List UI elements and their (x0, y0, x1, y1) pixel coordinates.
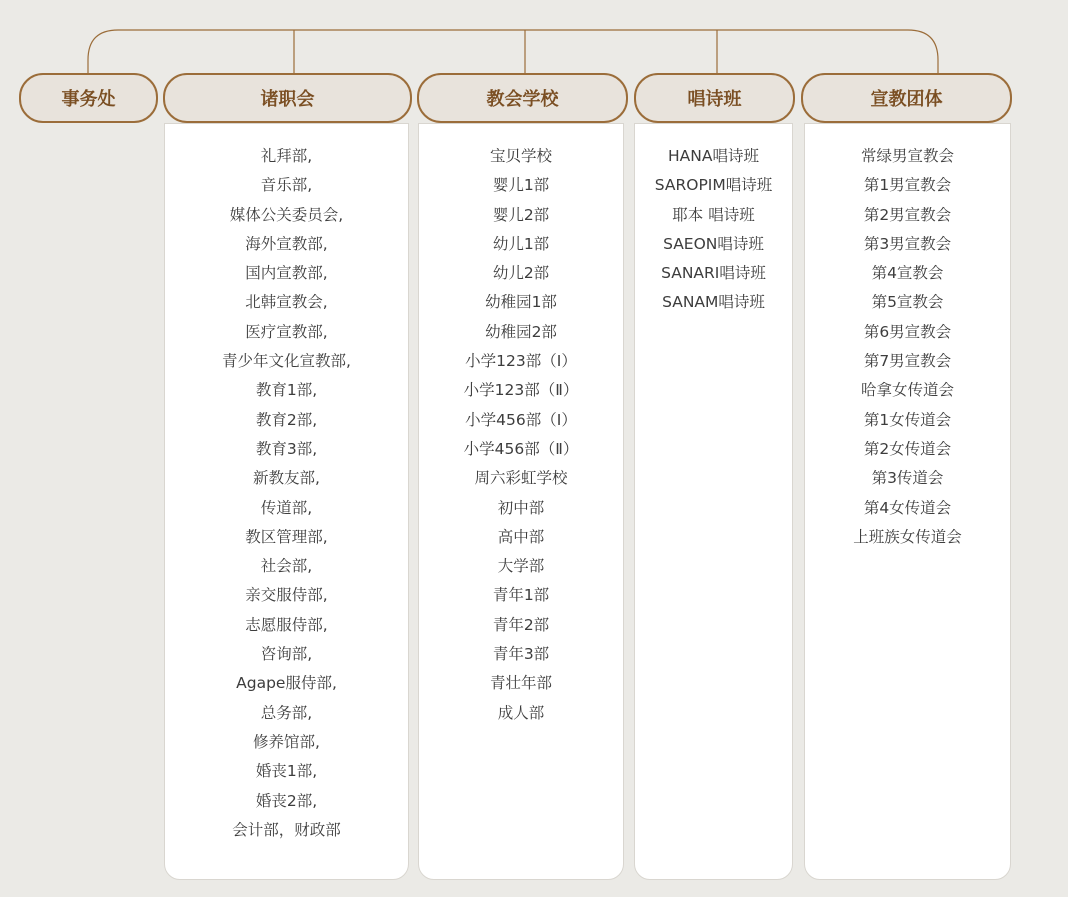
dept-item[interactable]: 青壮年部 (489, 674, 552, 693)
dept-item[interactable]: 亲交服侍部, (245, 586, 328, 605)
dept-item[interactable]: 第6男宣教会 (863, 322, 952, 341)
dept-header-church-school[interactable] (417, 73, 628, 123)
dept-panel-committees (164, 123, 409, 880)
dept-item[interactable]: 上班族女传道会 (853, 527, 962, 546)
dept-item[interactable]: 高中部 (497, 527, 545, 546)
dept-item[interactable]: 第3男宣教会 (863, 234, 952, 253)
dept-item[interactable]: 第4宣教会 (871, 264, 944, 283)
dept-item[interactable]: 第2男宣教会 (863, 205, 952, 224)
dept-item[interactable]: 第1男宣教会 (863, 176, 952, 195)
dept-item[interactable]: 幼儿2部 (492, 264, 550, 283)
dept-panel-choir (634, 123, 793, 880)
dept-panel-mission (804, 123, 1011, 880)
dept-item[interactable]: 礼拜部, (260, 147, 313, 165)
item-list-choir (635, 142, 792, 318)
dept-item[interactable]: 新教友部, (253, 469, 320, 488)
dept-item[interactable]: 会计部，财政部 (232, 820, 341, 839)
dept-item[interactable]: 耶本 唱诗班 (672, 205, 755, 224)
item-list-church-school (419, 142, 623, 728)
dept-item[interactable]: 海外宣教部, (245, 234, 328, 253)
dept-item[interactable]: 第5宣教会 (871, 293, 944, 312)
dept-header-choir[interactable] (634, 73, 795, 123)
dept-item[interactable]: 常绿男宣教会 (860, 147, 954, 165)
dept-header-mission[interactable] (801, 73, 1012, 123)
dept-item[interactable]: HANA唱诗班 (668, 147, 759, 165)
dept-item[interactable]: SAROPIM唱诗班 (654, 176, 773, 195)
dept-item[interactable]: 婚丧1部, (255, 762, 318, 781)
dept-item[interactable]: 大学部 (497, 557, 545, 576)
dept-item[interactable]: 小学123部（Ⅰ） (465, 352, 577, 371)
item-list-mission (805, 142, 1010, 552)
dept-item[interactable]: 教区管理部, (245, 527, 328, 546)
dept-item[interactable]: 第3传道会 (871, 469, 944, 488)
dept-title-office: 事务处 (61, 89, 116, 110)
dept-item[interactable]: 音乐部, (260, 176, 313, 195)
dept-item[interactable]: SANAM唱诗班 (662, 293, 765, 312)
dept-item[interactable]: 第2女传道会 (863, 439, 952, 458)
dept-item[interactable]: 婴儿2部 (492, 205, 550, 224)
dept-title-church-school: 教会学校 (486, 89, 559, 110)
dept-item[interactable]: 第7男宣教会 (863, 352, 952, 371)
dept-header-committees[interactable] (163, 73, 412, 123)
dept-item[interactable]: 初中部 (497, 498, 545, 517)
dept-item[interactable]: 周六彩虹学校 (474, 469, 568, 488)
dept-item[interactable]: 教育3部, (255, 439, 318, 458)
dept-item[interactable]: 幼儿1部 (492, 234, 550, 253)
dept-item[interactable]: 传道部, (260, 498, 313, 517)
dept-item[interactable]: 哈拿女传道会 (860, 381, 954, 400)
dept-item[interactable]: 青年3部 (492, 645, 550, 664)
dept-item[interactable]: 小学123部（Ⅱ） (463, 381, 579, 400)
dept-item[interactable]: 咨询部, (260, 645, 313, 664)
dept-item[interactable]: 第1女传道会 (863, 410, 952, 429)
dept-item[interactable]: SAEON唱诗班 (663, 234, 764, 253)
dept-item[interactable]: 北韩宣教会, (245, 293, 328, 312)
dept-panel-church-school (418, 123, 624, 880)
dept-item[interactable]: 小学456部（Ⅱ） (463, 439, 579, 458)
dept-item[interactable]: SANARI唱诗班 (661, 264, 766, 283)
dept-item[interactable]: 青年1部 (492, 586, 550, 605)
dept-item[interactable]: 修养馆部, (253, 732, 320, 751)
dept-item[interactable]: 教育1部, (255, 381, 318, 400)
dept-item[interactable]: 第4女传道会 (863, 498, 952, 517)
dept-item[interactable]: 幼稚园2部 (485, 322, 557, 341)
org-connector-lines (0, 0, 1068, 80)
dept-item[interactable]: 志愿服侍部, (245, 615, 328, 634)
item-list-committees (165, 142, 408, 845)
dept-item[interactable]: 宝贝学校 (489, 147, 552, 165)
dept-item[interactable]: 媒体公关委员会, (229, 205, 344, 224)
dept-title-committees: 诸职会 (260, 89, 315, 110)
dept-item[interactable]: 小学456部（Ⅰ） (465, 410, 577, 429)
dept-header-office[interactable] (19, 73, 158, 123)
dept-item[interactable]: 成人部 (497, 703, 545, 722)
dept-item[interactable]: 教育2部, (255, 410, 318, 429)
dept-item[interactable]: 国内宣教部, (245, 264, 328, 283)
dept-item[interactable]: 青年2部 (492, 615, 550, 634)
dept-title-mission: 宣教团体 (870, 89, 943, 110)
dept-item[interactable]: 婴儿1部 (492, 176, 550, 195)
dept-item[interactable]: 幼稚园1部 (485, 293, 557, 312)
dept-item[interactable]: 婚丧2部, (255, 791, 318, 810)
dept-item[interactable]: 青少年文化宣教部, (222, 352, 351, 371)
dept-item[interactable]: 总务部, (260, 703, 313, 722)
dept-title-choir: 唱诗班 (687, 89, 742, 110)
dept-item[interactable]: 社会部, (260, 557, 313, 576)
dept-item[interactable]: Agape服侍部, (236, 674, 337, 693)
dept-item[interactable]: 医疗宣教部, (245, 322, 328, 341)
